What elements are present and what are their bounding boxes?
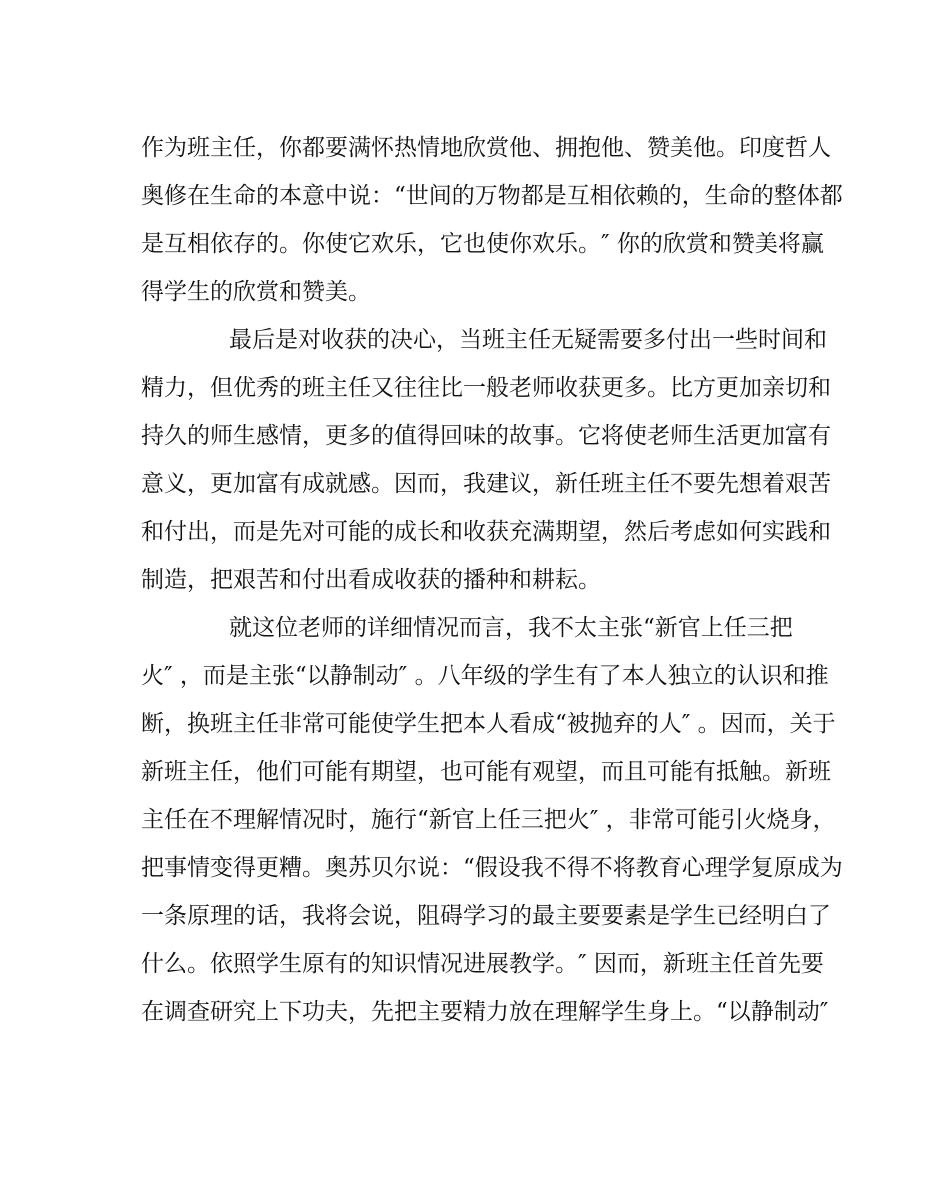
text-line: 奥修在生命的本意中说：“世间的万物都是互相依赖的，生命的整体都	[141, 183, 843, 209]
text-line: 什么。依照学生原有的知识情况进展教学。″ 因而，新班主任首先要	[141, 951, 824, 977]
text-line: 和付出，而是先对可能的成长和收获充满期望，然后考虑如何实践和	[141, 519, 831, 545]
paragraph-start-line: 就这位老师的详细情况而言，我不太主张“新官上任三把	[229, 615, 793, 641]
text-line: 在调查研究上下功夫，先把主要精力放在理解学生身上。“以静制动″	[141, 999, 829, 1025]
document-body	[141, 124, 843, 1036]
text-line: 意义，更加富有成就感。因而，我建议，新任班主任不要先想着艰苦	[141, 471, 831, 497]
text-line: 主任在不理解情况时，施行“新官上任三把火″ ，非常可能引火烧身，	[141, 807, 836, 833]
paragraph-start-line: 最后是对收获的决心，当班主任无疑需要多付出一些时间和	[229, 327, 827, 353]
text-line: 持久的师生感情，更多的值得回味的故事。它将使老师生活更加富有	[141, 423, 831, 449]
text-line: 火″ ，而是主张“以静制动″ 。八年级的学生有了本人独立的认识和推	[141, 663, 829, 689]
text-line: 一条原理的话，我将会说，阻碍学习的最主要要素是学生已经明白了	[141, 903, 831, 929]
text-line: 得学生的欣赏和赞美。	[141, 279, 371, 305]
text-line: 精力，但优秀的班主任又往往比一般老师收获更多。比方更加亲切和	[141, 375, 831, 401]
text-line: 断，换班主任非常可能使学生把本人看成“被抛弃的人″ 。因而，关于	[141, 711, 836, 737]
text-line: 新班主任，他们可能有期望，也可能有观望，而且可能有抵触。新班	[141, 759, 831, 785]
text-line: 是互相依存的。你使它欢乐，它也使你欢乐。″ 你的欣赏和赞美将赢	[141, 231, 824, 257]
text-line: 把事情变得更糟。奥苏贝尔说：“假设我不得不将教育心理学复原成为	[141, 855, 843, 881]
text-line: 制造，把艰苦和付出看成收获的播种和耕耘。	[141, 567, 601, 593]
text-line: 作为班主任，你都要满怀热情地欣赏他、拥抱他、赞美他。印度哲人	[141, 135, 831, 161]
